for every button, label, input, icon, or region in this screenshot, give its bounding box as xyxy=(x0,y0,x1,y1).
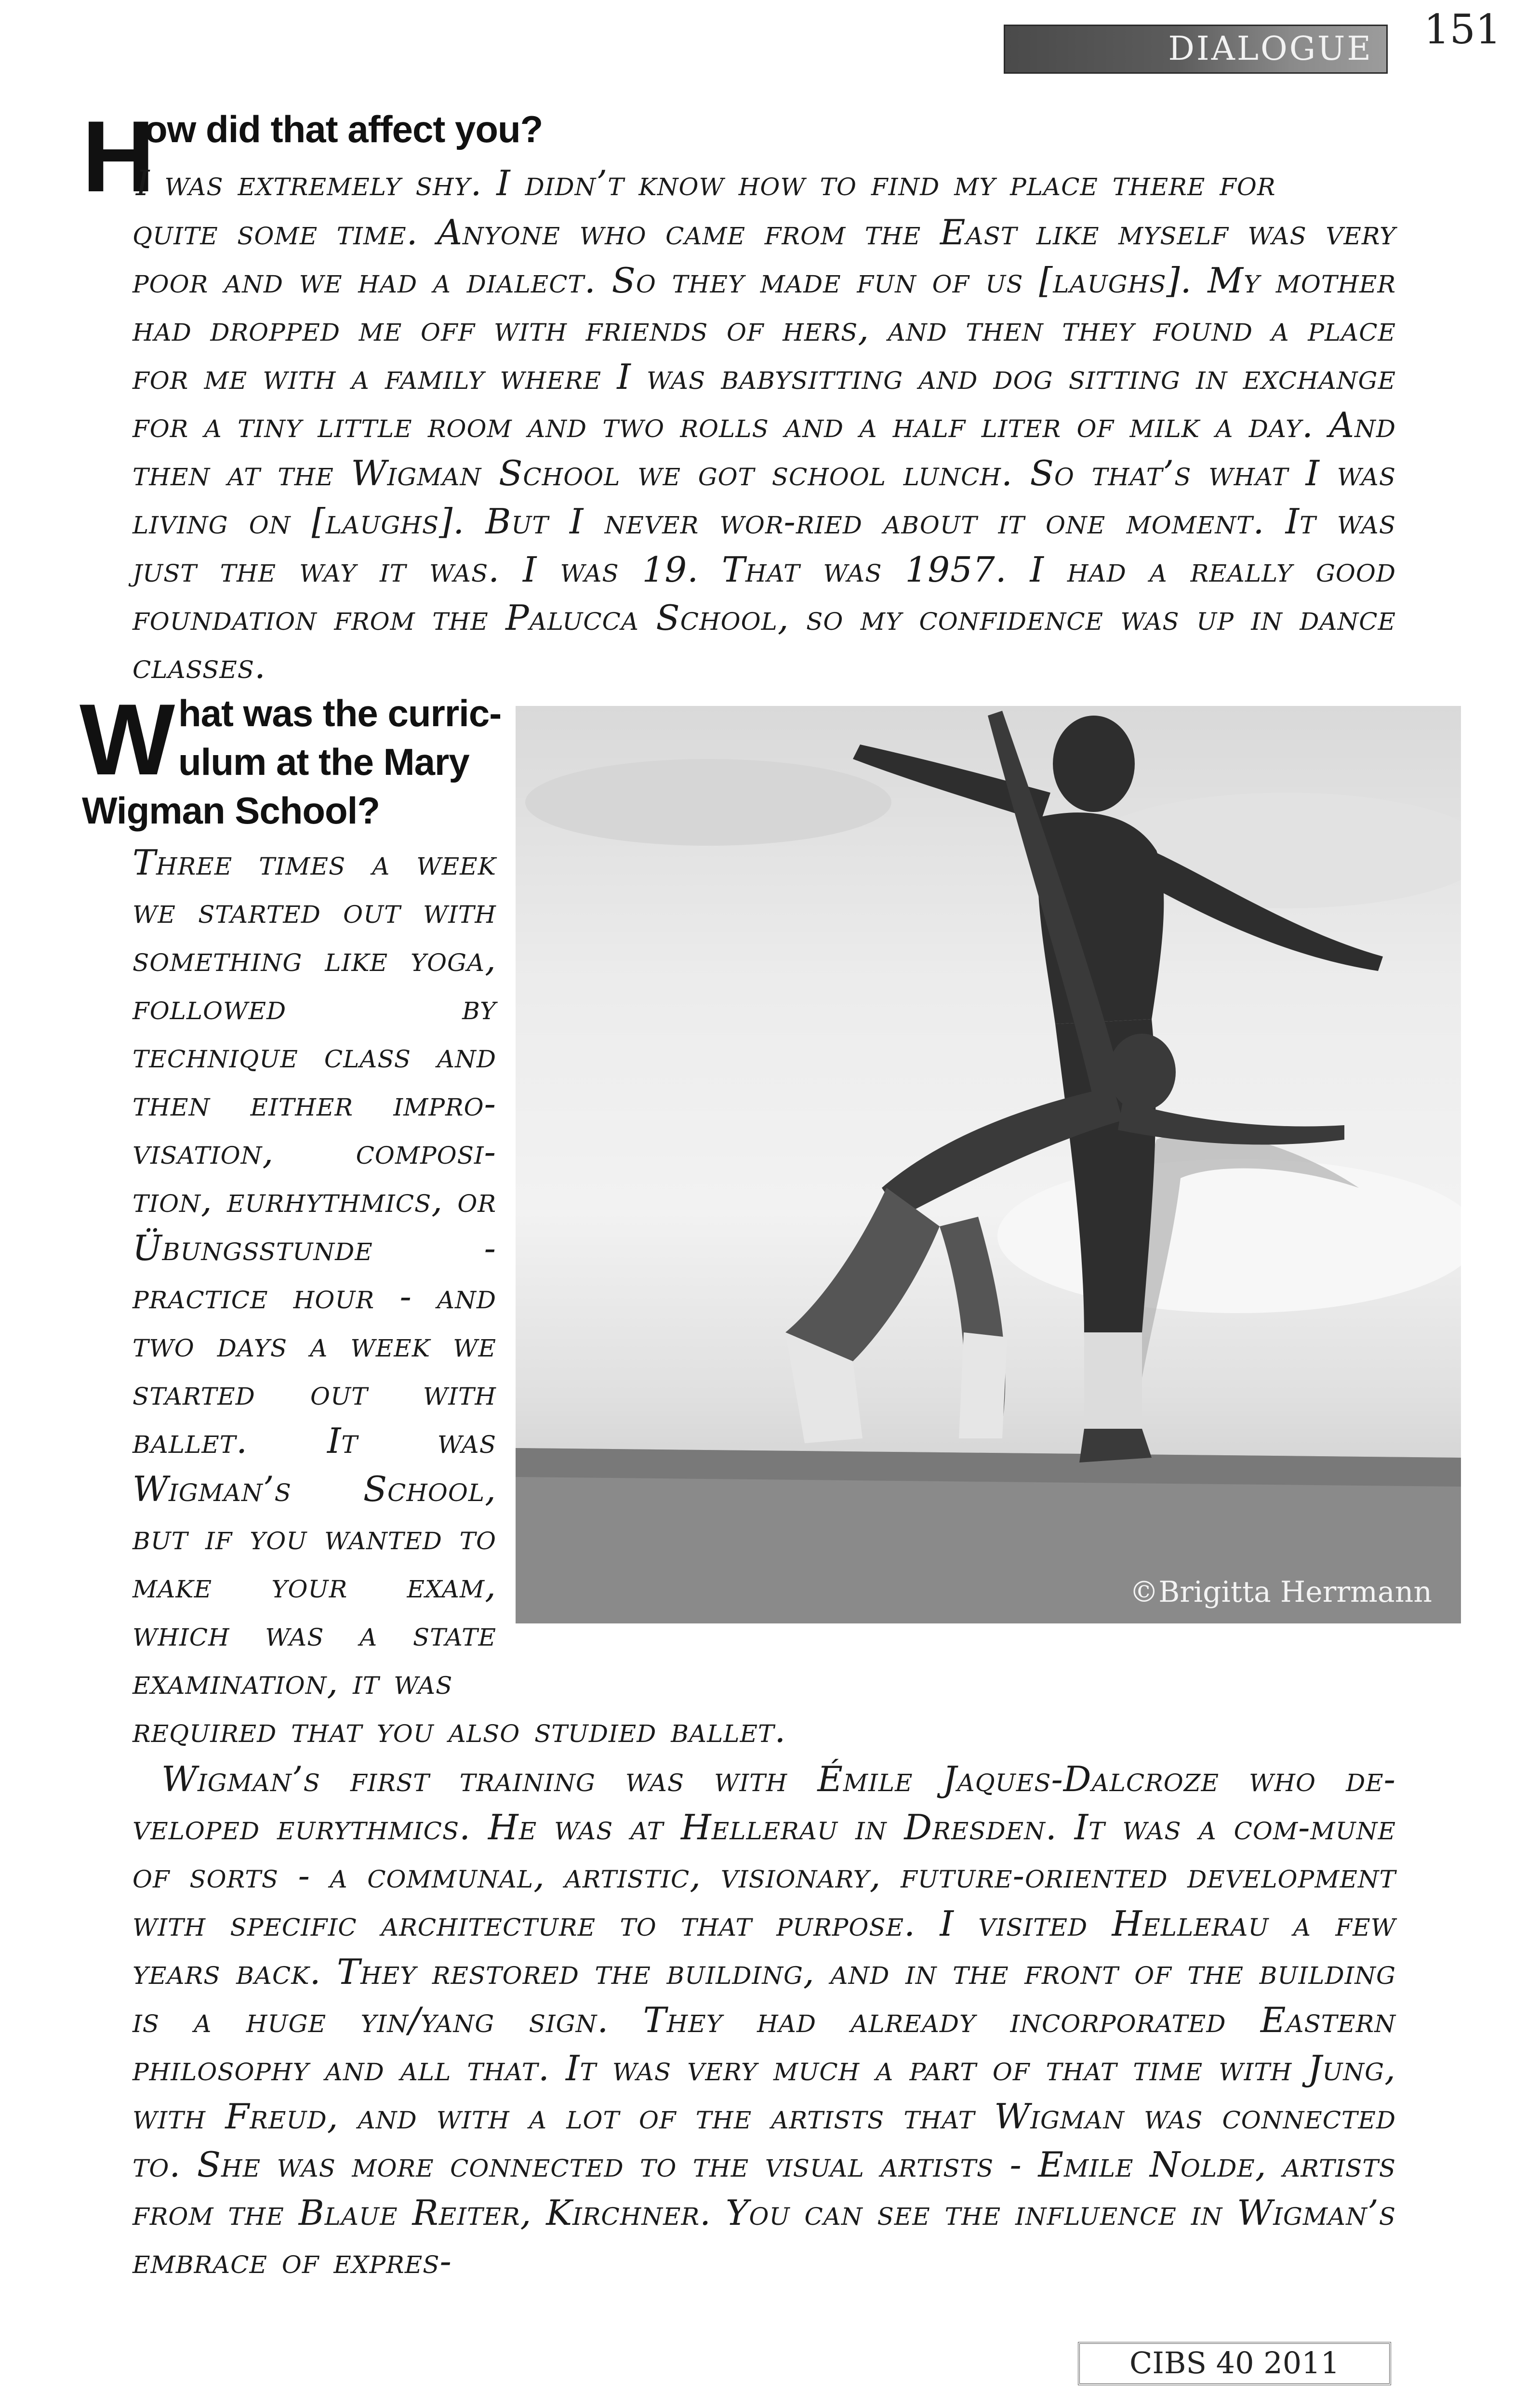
dance-photo xyxy=(516,706,1461,1623)
paragraph-3: Wigman’s first training was with Émile Jaques-Dalcroze who de-veloped eurythmics. He was at Hellerau in Dresden. It was a com-mune of sorts - a communal, artistic, visionary, future-oriented development with specific architecture to that purpose. I visited Hellerau a few years back. They restored the building, and in the front of the building is a huge yin/yang sign. They had already incorporated Eastern philosophy and all that. It was very much a part of that time with Jung, with Freud, and with a lot of the artists that Wigman was connected to. She was more connected to the visual artists - Emile Nolde, artists from the Blaue Reiter, Kirchner. You can see the influence in Wigman’s embrace of expres- xyxy=(133,1759,1396,2281)
question-heading-2-line-2: ulum at the Mary xyxy=(178,741,469,783)
photo-credit: ©Brigitta Herrmann xyxy=(1129,1575,1432,1609)
dancers-illustration xyxy=(516,706,1461,1623)
question-heading-1: ow did that affect you? xyxy=(145,108,543,150)
drop-cap-w: W xyxy=(80,683,175,796)
section-header-bar xyxy=(1004,25,1388,74)
answer-1-first-line: I was extremely shy. I didn’t know how to find my place there for xyxy=(136,163,1276,203)
section-title: DIALOGUE xyxy=(1168,30,1373,68)
answer-1-body: quite some time. Anyone who came from the East like myself was very poor and we had a dialect. So they made fun of us [laughs]. My mother had dropped me off with friends of hers, and then they found a place for me with a family where I was babysitting and dog sitting in exchange for a tiny little room and two rolls and a half liter of milk a day. And then at the Wigman School we got school lunch. So that’s what I was living on [laughs]. But I never wor-ried about it one moment. It was just the way it was. I was 19. That was 1957. I had a really good foundation from the Palucca School, so my confidence was up in dance classes. xyxy=(133,212,1396,686)
footer-issue: CIBS 40 2011 xyxy=(1078,2342,1391,2385)
answer-2-column: Three times a week we started out with something like yoga, followed by technique class and then either impro-visation, composi-tion, eurhythmics, or Übungsstunde - practice hour - and two days a week we started out with ballet. It was Wigman’s School, but if you wanted to make your exam, which was a state examination, it was xyxy=(133,842,496,1702)
page-number: 151 xyxy=(1424,6,1501,53)
question-heading-2-line-3: Wigman School? xyxy=(82,789,380,832)
answer-2-tail: required that you also studied ballet. xyxy=(133,1710,786,1750)
question-heading-2-line-1: hat was the curric- xyxy=(178,692,502,734)
drop-cap-h: H xyxy=(82,100,155,213)
